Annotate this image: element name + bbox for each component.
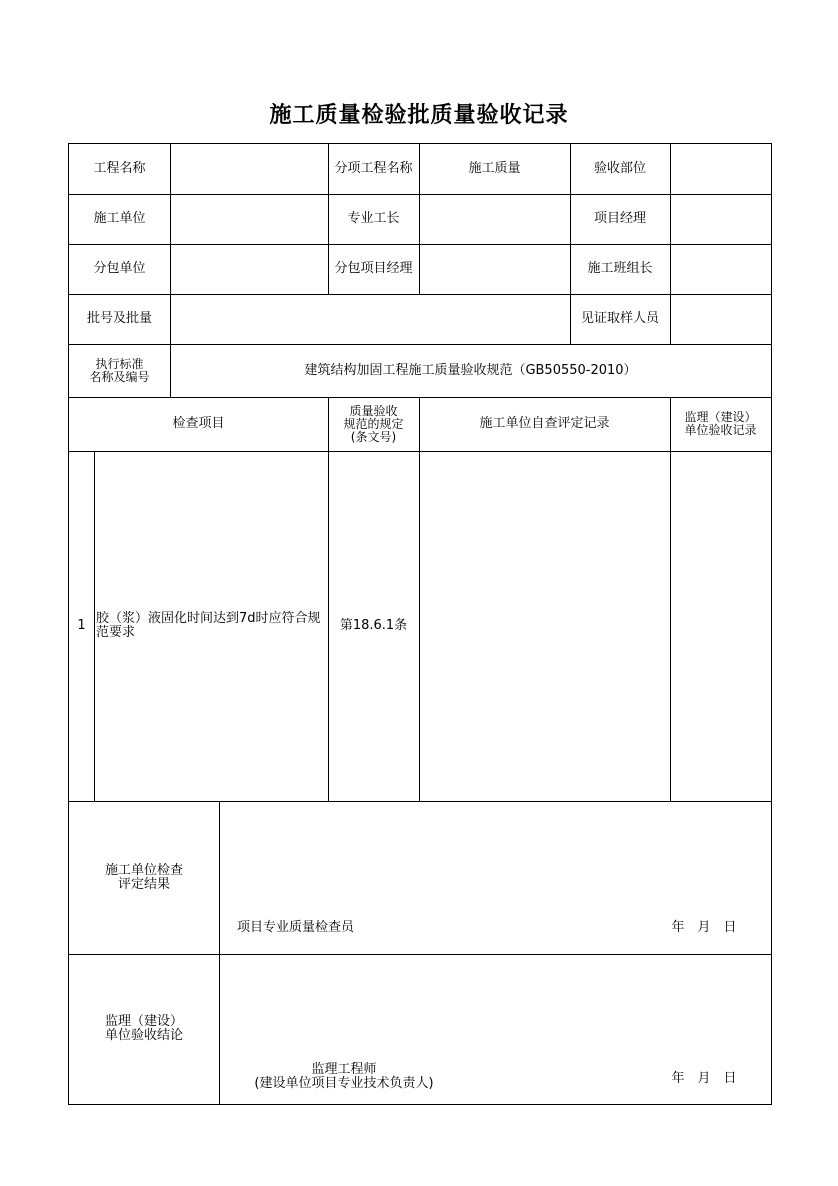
col-divider: [219, 801, 220, 1104]
batch-label: 批号及批量: [86, 311, 152, 326]
subcontract-manager-label: 分包项目经理: [334, 261, 413, 276]
project-manager-field[interactable]: [670, 194, 771, 244]
subcontract-manager-field[interactable]: [419, 244, 570, 294]
acceptance-part-field[interactable]: [670, 144, 771, 194]
subcontract-unit-field[interactable]: [170, 244, 328, 294]
subcontract-unit-label: 分包单位: [93, 261, 146, 276]
column-header-self-check: 施工单位自查评定记录: [479, 416, 610, 431]
witness-label: 见证取样人员: [580, 311, 659, 326]
check-item-text: 胶（浆）液固化时间达到7d时应符合规范要求: [96, 611, 321, 640]
foreman-label: 专业工长: [347, 211, 400, 226]
self-check-record-field[interactable]: [419, 451, 670, 801]
engineer-label: 监理工程师 (建设单位项目专业技术负责人): [254, 1062, 434, 1091]
inspection-record-table: [68, 143, 772, 1105]
date-label: 年 月 日: [671, 920, 737, 935]
team-leader-field[interactable]: [670, 244, 771, 294]
standard-label: 执行标准 名称及编号: [89, 356, 150, 384]
supervision-result-label: 监理（建设） 单位验收结论: [104, 1014, 183, 1043]
foreman-field[interactable]: [419, 194, 570, 244]
supervision-record-field[interactable]: [670, 451, 771, 801]
acceptance-part-label: 验收部位: [593, 161, 646, 176]
column-header-supervision: 监理（建设） 单位验收记录: [684, 410, 757, 437]
standard-value: 建筑结构加固工程施工质量验收规范（GB50550-2010）: [304, 362, 637, 378]
project-manager-label: 项目经理: [593, 211, 646, 226]
sub-project-label: 分项工程名称: [334, 161, 413, 176]
page-title: 施工质量检验批质量验收记录: [269, 103, 569, 128]
column-header-spec: 质量验收 规范的规定 (条文号): [343, 403, 404, 444]
date-label: 年 月 日: [671, 1071, 737, 1086]
construction-result-label: 施工单位检查 评定结果: [104, 862, 183, 892]
project-name-field[interactable]: [170, 144, 328, 194]
inspector-label: 项目专业质量检查员: [237, 920, 355, 935]
project-name-label: 工程名称: [93, 161, 146, 176]
row-number: 1: [77, 618, 86, 633]
witness-field[interactable]: [670, 294, 771, 344]
batch-field[interactable]: [170, 294, 570, 344]
construction-unit-label: 施工单位: [93, 211, 146, 226]
spec-clause: 第18.6.1条: [339, 618, 408, 633]
construction-unit-field[interactable]: [170, 194, 328, 244]
sub-project-value[interactable]: 施工质量: [468, 161, 521, 176]
column-header-item: 检查项目: [172, 416, 225, 431]
team-leader-label: 施工班组长: [587, 261, 653, 276]
